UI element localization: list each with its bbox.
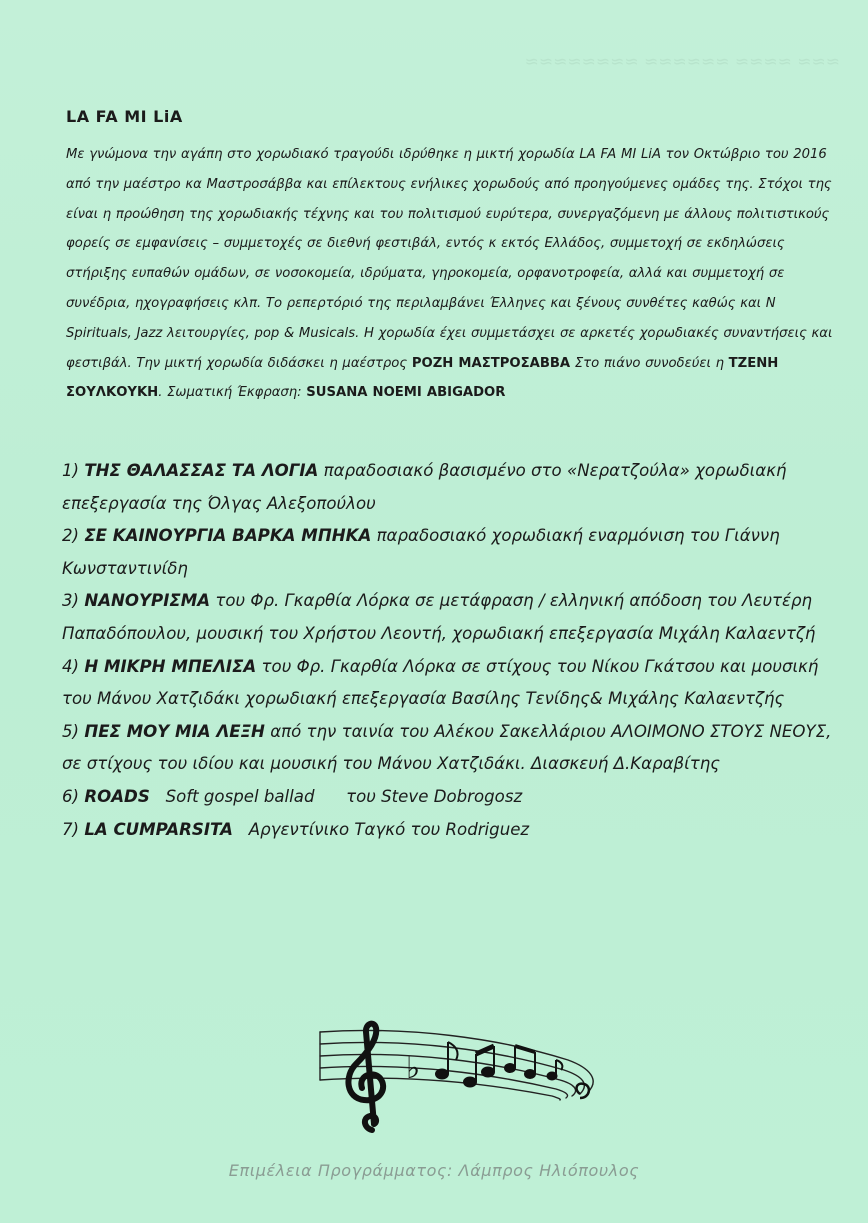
song-description: του Φρ. Γκαρθία Λόρκα σε στίχους του Νίκου Γκάτσου και μουσική του Μάνου Χατζιδάκι χορωδιακή επεξεργασία Βασίλης Τενίδης& Μιχάλης Καλαεντζής (62, 656, 819, 709)
program-credit: Επιμέλεια Προγράμματος: Λάμπρος Ηλιόπουλος (228, 1161, 640, 1180)
song-number: 7) (62, 819, 85, 839)
song-title: ΤΗΣ ΘΑΛΑΣΣΑΣ ΤΑ ΛΟΓΙΑ (84, 461, 319, 480)
song-description: παραδοσιακό χορωδιακή εναρμόνιση του Γιάννη Κωνσταντινίδη (62, 526, 780, 578)
pianist-name: ΤΖΕΝΗ ΣΟΥΛΚΟΥΚΗ (66, 355, 779, 401)
song-description: του Φρ. Γκαρθία Λόρκα σε μετάφραση / ελληνική απόδοση του Λευτέρη Παπαδόπουλου, μουσική του Χρήστου Λεοντή, χορωδιακή επεξεργασία Μιχάλη Καλαεντζή (62, 591, 816, 643)
song-title: ΣΕ ΚΑΙΝΟΥΡΓΙΑ ΒΑΡΚΑ ΜΠΗΚΑ (84, 526, 372, 546)
song-item (62, 455, 852, 520)
show-through-text: ≈≈≈ ≈≈≈≈ ≈≈≈≈≈≈ ≈≈≈≈≈≈≈≈ (524, 52, 840, 72)
song-title: ROADS (84, 786, 150, 806)
intro-text-3: . Σωματική Έκφραση: (158, 385, 307, 401)
song-description: παραδοσιακό βασισμένο στο «Νερατζούλα» χορωδιακή επεξεργασία της Όλγας Αλεξοπούλου (62, 461, 787, 513)
song-number: 6) (62, 786, 85, 806)
song-item (62, 814, 852, 847)
intro-paragraph (66, 140, 846, 408)
movement-name: SUSANA NOEMI ABIGADOR (306, 385, 506, 401)
song-title: ΠΕΣ ΜΟΥ ΜΙΑ ΛΕΞΗ (84, 721, 265, 741)
intro-text-2: Στο πιάνο συνοδεύει η (570, 355, 729, 371)
conductor-name: ΡΟΖΗ ΜΑΣΤΡΟΣΑΒΒΑ (411, 355, 571, 371)
intro-text-1: Με γνώμονα την αγάπη στο χορωδιακό τραγούδι ιδρύθηκε η μικτή χορωδία LA FA MI LiA τον Οκτώβριο του 2016 από την μαέστρο κα Μαστροσάββα και επίλεκτους ενήλικες χορωδούς από προηγούμενες ομάδες της. Στόχοι της είναι η προώθηση της χορωδιακής τέχνης και του πολιτισμού ευρύτερα, συνεργαζόμενη με άλλους πολιτιστικούς φορείς σε εμφανίσεις – συμμετοχές σε διεθνή φεστιβάλ, εντός κ εκτός Ελλάδος, συμμετοχή σε εκδηλώσεις στήριξης ευπαθών ομάδων, σε νοσοκομεία, ιδρύματα, γηροκομεία, ορφανοτροφεία, αλλά και συμμετοχή σε συνέδρια, ηχογραφήσεις κλπ. Το ρεπερτόριό της περιλαμβάνει Έλληνες και ξένους συνθέτες καθώς και N Spirituals, Jazz λειτουργίες, pop & Musicals. Η χορωδία έχει συμμετάσχει σε αρκετές χορωδιακές συναντήσεις και φεστιβάλ. Την μικτή χορωδία διδάσκει η μαέστρος (66, 147, 833, 371)
song-number: 5) (62, 721, 85, 741)
song-item (62, 520, 852, 585)
song-description: Soft gospel ballad του Steve Dobrogosz (149, 786, 523, 806)
song-description: Αργεντίνικο Ταγκό του Rodriguez (232, 819, 530, 839)
group-title: LA FA MI LiA (66, 107, 183, 126)
song-number: 2) (62, 526, 85, 546)
song-list (62, 455, 852, 846)
song-title: Η ΜΙΚΡΗ ΜΠΕΛΙΣΑ (84, 656, 257, 676)
song-item (62, 651, 852, 716)
song-title: LA CUMPARSITA (84, 819, 233, 839)
song-item (62, 585, 852, 650)
song-number: 4) (62, 656, 85, 676)
song-description: από την ταινία του Αλέκου Σακελλάριου ΑΛΟΙΜΟΝΟ ΣΤΟΥΣ ΝΕΟΥΣ, σε στίχους του ιδίου και μουσική του Μάνου Χατζιδάκι. Διασκευή Δ.Καραβίτης (62, 721, 832, 774)
song-title: ΝΑΝΟΥΡΙΣΜΑ (84, 591, 211, 611)
song-item (62, 716, 852, 781)
song-number: 1) (62, 461, 85, 480)
song-item (62, 781, 852, 814)
treble-clef-icon (348, 1024, 383, 1130)
flat-sign-icon: ♭ (406, 1051, 421, 1086)
music-staff-logo (318, 1018, 608, 1133)
song-number: 3) (62, 591, 85, 611)
